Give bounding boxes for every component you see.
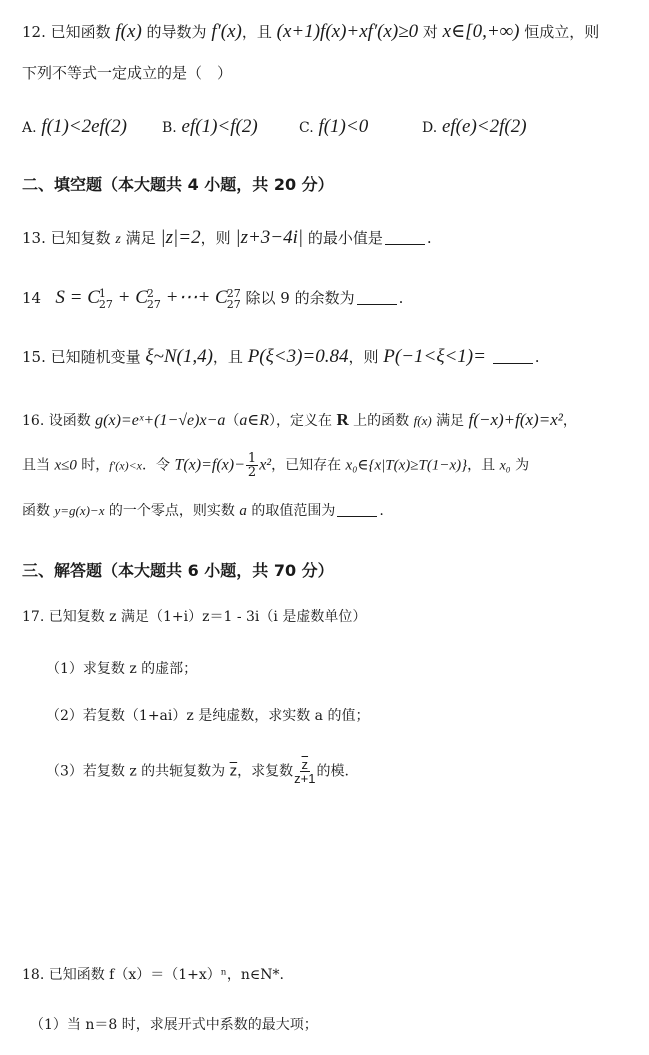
q16-math: f′(x)<x bbox=[109, 458, 142, 473]
q14-text: 除以 9 的余数为 bbox=[240, 289, 355, 307]
question-17-stem: 17. 已知复数 z 满足（1+i）z＝1 - 3i（i 是虚数单位） bbox=[22, 609, 367, 625]
q14-sup: 1 bbox=[98, 287, 106, 300]
q13-text: ，则 bbox=[200, 229, 236, 247]
q16-math: R bbox=[336, 410, 349, 429]
q12-text: 对 bbox=[418, 23, 443, 41]
q16-math: x² bbox=[259, 456, 272, 474]
section-2-heading: 二、填空题（本大题共 4 小题，共 20 分） bbox=[22, 175, 334, 194]
q16-text: 的一个零点，则实数 bbox=[104, 503, 240, 519]
q16-text: ，已知存在 bbox=[271, 457, 346, 474]
fraction-numerator: $\overline{z}$ bbox=[301, 757, 309, 772]
q15-text: ，则 bbox=[348, 348, 384, 366]
q13-text: . bbox=[426, 229, 432, 247]
q14-text: . bbox=[398, 289, 404, 307]
q12-math: x∈[0,+∞) bbox=[442, 21, 520, 42]
option-a bbox=[22, 116, 127, 138]
q12-text: 恒成立，则 bbox=[519, 23, 600, 41]
q13-text: 满足 bbox=[120, 229, 161, 247]
q14-index bbox=[227, 288, 241, 310]
q14-number: 14 bbox=[22, 289, 42, 307]
q15-text: ，且 bbox=[212, 348, 248, 366]
question-16-line1 bbox=[22, 410, 577, 430]
answer-blank bbox=[493, 349, 533, 364]
q16-text: 16. 设函数 bbox=[22, 413, 96, 429]
option-c bbox=[299, 116, 368, 138]
q15-math: P(ξ<3)=0.84 bbox=[247, 346, 349, 367]
q16-text: 函数 bbox=[22, 503, 55, 519]
q16-text: （ bbox=[225, 413, 240, 429]
q14-sub: 27 bbox=[98, 298, 113, 311]
answer-blank bbox=[357, 290, 397, 305]
q16-text: 时， bbox=[76, 457, 110, 474]
fraction-denominator: z+1 bbox=[294, 771, 316, 786]
question-17-part2: （2）若复数（1+ai）z 是纯虚数，求实数 a 的值； bbox=[46, 708, 370, 724]
q13-text: 13. 已知复数 bbox=[22, 229, 116, 247]
option-math: ef(1)<f(2) bbox=[181, 116, 258, 137]
q16-text: 且当 bbox=[22, 457, 55, 474]
q17-text: （3）若复数 z 的共轭复数为 bbox=[46, 763, 230, 780]
option-label: A. bbox=[22, 120, 37, 136]
section-3-heading: 三、解答题（本大题共 6 小题，共 70 分） bbox=[22, 561, 334, 580]
q12-text: 12. 已知函数 bbox=[22, 23, 116, 41]
answer-blank bbox=[385, 230, 425, 245]
option-math: f(1)<0 bbox=[318, 116, 369, 137]
q16-math: x₀ bbox=[499, 458, 511, 474]
q14-sup: 27 bbox=[226, 287, 241, 300]
answer-blank bbox=[337, 502, 377, 517]
q13-math: |z|=2 bbox=[160, 227, 201, 248]
q16-text: 为 bbox=[510, 457, 530, 474]
question-18-part1: （1）当 n＝8 时，求展开式中系数的最大项； bbox=[30, 1017, 318, 1033]
fraction-conj-z-over-z-plus-1 bbox=[294, 758, 315, 785]
q16-text: 的取值范围为 bbox=[246, 503, 336, 519]
option-label: C. bbox=[299, 120, 314, 136]
question-14 bbox=[22, 286, 403, 310]
q15-math: P(−1<ξ<1)= bbox=[383, 346, 486, 367]
question-18-stem: 18. 已知函数 f（x）＝（1+x）ⁿ，n∈N*. bbox=[22, 967, 284, 983]
option-d bbox=[422, 116, 527, 138]
q16-text: ），定义在 bbox=[269, 413, 337, 429]
question-12-line2: 下列不等式一定成立的是（ ） bbox=[22, 64, 233, 82]
option-label: B. bbox=[162, 120, 177, 136]
q14-sup: 2 bbox=[146, 287, 154, 300]
q16-math: a bbox=[239, 503, 247, 519]
question-17-part1: （1）求复数 z 的虚部； bbox=[46, 661, 198, 677]
q16-math: f(x) bbox=[413, 413, 432, 428]
option-math: ef(e)<2f(2) bbox=[441, 116, 527, 137]
q16-math: y=g(x)−x bbox=[54, 503, 105, 518]
q16-math: g(x)=eˣ+(1−√e)x−a bbox=[95, 412, 226, 429]
conjugate-z: $\overline{z}$ bbox=[229, 762, 238, 780]
option-math: f(1)<2ef(2) bbox=[41, 116, 127, 137]
q16-math: a∈R bbox=[239, 412, 269, 429]
question-17-part3 bbox=[46, 758, 349, 785]
question-16-line3 bbox=[22, 500, 384, 520]
option-b bbox=[162, 116, 258, 138]
q14-index bbox=[99, 288, 113, 310]
q16-math: x₀∈{x|T(x)≥T(1−x)} bbox=[345, 457, 468, 474]
q15-math: ξ~N(1,4) bbox=[145, 346, 213, 367]
question-13 bbox=[22, 227, 432, 249]
q14-math: S = C bbox=[55, 287, 100, 308]
q14-index bbox=[147, 288, 161, 310]
q16-text: 上的函数 bbox=[348, 413, 414, 429]
question-15 bbox=[22, 346, 540, 368]
q16-text: ， bbox=[562, 413, 577, 429]
q16-math: f(−x)+f(x)=x² bbox=[468, 410, 563, 429]
q16-text: ．令 bbox=[142, 457, 175, 474]
q14-sub: 27 bbox=[146, 298, 161, 311]
q13-math: z bbox=[115, 232, 121, 247]
q12-text: ，且 bbox=[241, 23, 277, 41]
q17-text: 的模. bbox=[316, 763, 349, 780]
q16-math: x≤0 bbox=[54, 457, 77, 474]
q14-sub: 27 bbox=[226, 298, 241, 311]
question-16-line2 bbox=[22, 452, 529, 479]
q12-math: f(x) bbox=[115, 21, 142, 42]
question-12-line1 bbox=[22, 20, 599, 43]
fraction-one-half bbox=[246, 452, 258, 479]
q15-text: 15. 已知随机变量 bbox=[22, 348, 146, 366]
q12-math: (x+1)f(x)+xf′(x)≥0 bbox=[276, 21, 419, 42]
fraction-numerator: 1 bbox=[247, 451, 257, 466]
q13-text: 的最小值是 bbox=[303, 229, 383, 247]
fraction-denominator: 2 bbox=[247, 465, 257, 480]
q16-text: . bbox=[379, 503, 384, 519]
q16-text: ，且 bbox=[467, 457, 500, 474]
q16-text: 满足 bbox=[431, 413, 469, 429]
option-label: D. bbox=[422, 120, 438, 136]
q17-text: ，求复数 bbox=[237, 763, 294, 780]
q15-text: . bbox=[534, 348, 540, 366]
q16-math: T(x)=f(x)− bbox=[174, 456, 245, 474]
q12-math: f′(x) bbox=[211, 21, 242, 42]
q12-text: 的导数为 bbox=[141, 23, 212, 41]
q14-math: + C bbox=[112, 287, 148, 308]
q14-math: +⋯+ C bbox=[160, 287, 228, 308]
q13-math: |z+3−4i| bbox=[235, 227, 304, 248]
